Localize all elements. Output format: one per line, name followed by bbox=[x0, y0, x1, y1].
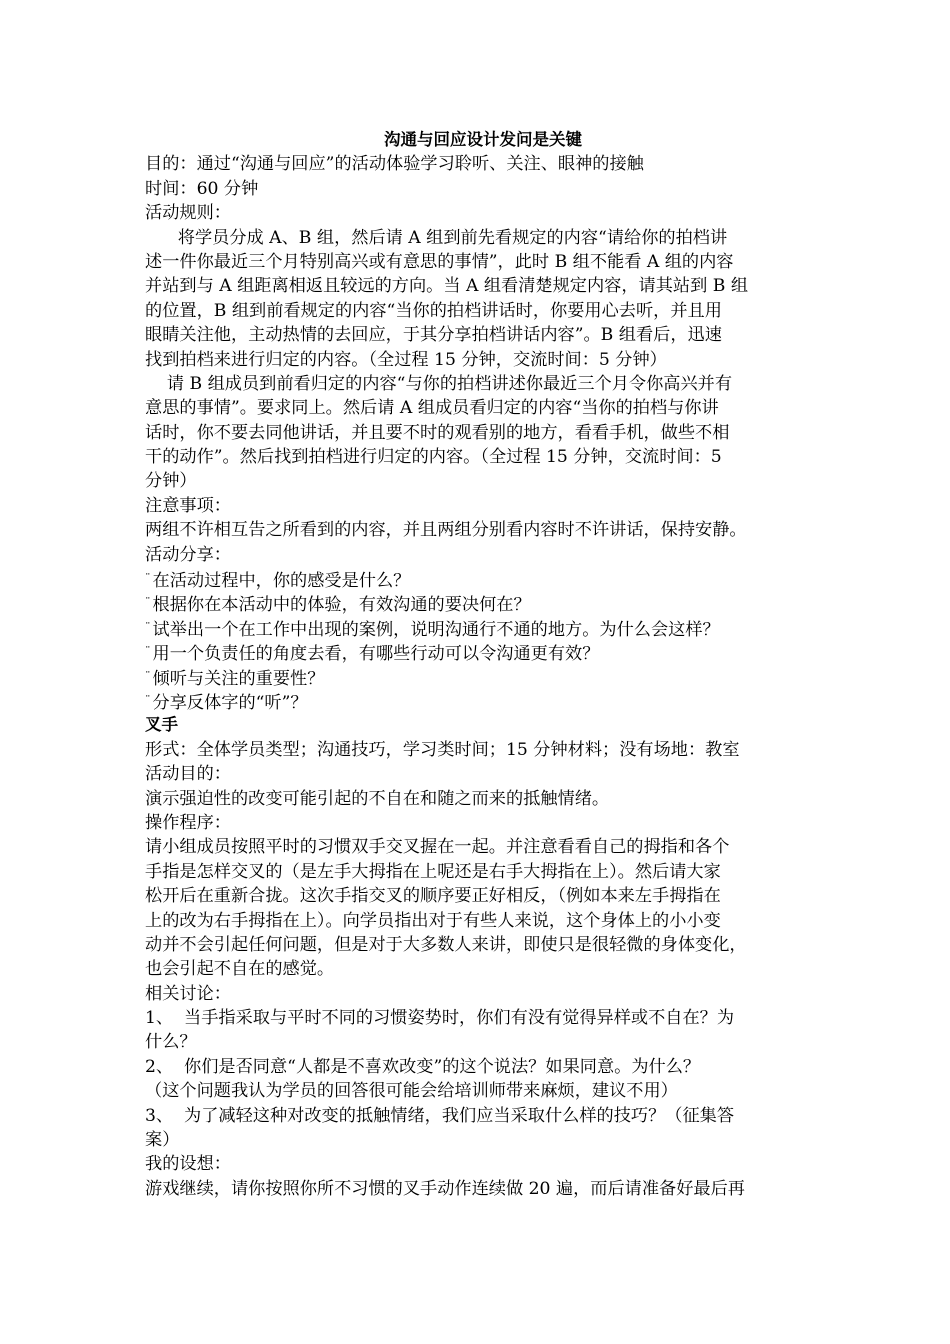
list-item bbox=[145, 640, 813, 664]
text-line: 眼睛关注他，主动热情的去回应，于其分享拍档讲话内容”。B 组看后，迅速 bbox=[145, 325, 722, 346]
list-item-text: 分享反体字的“听”？ bbox=[152, 692, 308, 713]
bullet-icon: ¨ bbox=[145, 693, 151, 707]
text-line: （这个问题我认为学员的回答很可能会给培训师带来麻烦，建议不用） bbox=[145, 1081, 678, 1102]
list-item bbox=[145, 689, 813, 713]
list-item-text: 试举出一个在工作中出现的案例，说明沟通行不通的地方。为什么会这样？ bbox=[152, 619, 720, 640]
text-line: 相关讨论： bbox=[145, 983, 231, 1004]
text-line: 活动规则： bbox=[145, 203, 231, 224]
text-line: 分钟） bbox=[145, 471, 197, 492]
list-item-text: 在活动过程中，你的感受是什么？ bbox=[152, 571, 411, 592]
list-item-text: 根据你在本活动中的体验，有效沟通的要决何在？ bbox=[152, 595, 531, 616]
bullet-icon: ¨ bbox=[145, 620, 151, 634]
text-line: 干的动作”。然后找到拍档进行归定的内容。（全过程 15 分钟，交流时间：5 bbox=[145, 447, 722, 468]
text-line: 两组不许相互告之所看到的内容，并且两组分别看内容时不许讲话，保持安静。 bbox=[145, 520, 747, 541]
list-item bbox=[145, 665, 813, 689]
text-line: 意思的事情”。要求同上。然后请 A 组成员看归定的内容“当你的拍档与你讲 bbox=[145, 398, 719, 419]
text-line: 我的设想： bbox=[145, 1154, 231, 1175]
text-line: 案） bbox=[145, 1130, 180, 1151]
list-item bbox=[145, 591, 813, 615]
text-line: 述一件你最近三个月特别高兴或有意思的事情”，此时 B 组不能看 A 组的内容 bbox=[145, 251, 734, 272]
list-item bbox=[145, 616, 813, 640]
text-line: 形式：全体学员类型；沟通技巧，学习类时间；15 分钟材料；没有场地：教室 bbox=[145, 739, 740, 760]
text-line: 将学员分成 A、B 组，然后请 A 组到前先看规定的内容“请给你的拍档讲 bbox=[145, 227, 728, 248]
bullet-list bbox=[145, 567, 813, 713]
text-line: 时间：60 分钟 bbox=[145, 178, 259, 199]
text-line: 活动分享： bbox=[145, 544, 231, 565]
list-item bbox=[145, 567, 813, 591]
text-line: 什么？ bbox=[145, 1032, 197, 1053]
text-line: 游戏继续，请你按照你所不习惯的叉手动作连续做 20 遍，而后请准备好最后再 bbox=[145, 1178, 745, 1199]
text-line: 请 B 组成员到前看归定的内容“与你的拍档讲述你最近三个月令你高兴并有 bbox=[145, 373, 733, 394]
intro-section bbox=[145, 152, 813, 567]
text-line: 目的：通过“沟通与回应”的活动体验学习聆听、关注、眼神的接触 bbox=[145, 154, 644, 175]
section-heading: 叉手 bbox=[145, 715, 178, 735]
text-line: 3、 为了减轻这种对改变的抵触情绪，我们应当采取什么样的技巧？（征集答 bbox=[145, 1105, 735, 1126]
text-line: 1、 当手指采取与平时不同的习惯姿势时，你们有没有觉得异样或不自在？为 bbox=[145, 1008, 735, 1029]
bullet-icon: ¨ bbox=[145, 645, 151, 659]
text-line: 请小组成员按照平时的习惯双手交叉握在一起。并注意看看自己的拇指和各个 bbox=[145, 837, 730, 858]
text-line: 动并不会引起任何问题，但是对于大多数人来讲，即使只是很轻微的身体变化， bbox=[145, 934, 747, 955]
game-section bbox=[145, 738, 813, 1201]
text-line: 操作程序： bbox=[145, 812, 231, 833]
list-item-text: 倾听与关注的重要性？ bbox=[152, 668, 325, 689]
text-line: 2、 你们是否同意“人都是不喜欢改变”的这个说法？如果同意。为什么？ bbox=[145, 1056, 701, 1077]
text-line: 并站到与 A 组距离相返且较远的方向。当 A 组看清楚规定内容，请其站到 B 组 bbox=[145, 276, 749, 297]
text-line: 的位置，B 组到前看规定的内容“当你的拍档讲话时，你要用心去听，并且用 bbox=[145, 300, 722, 321]
bullet-icon: ¨ bbox=[145, 572, 151, 586]
text-line: 上的改为右手拇指在上）。向学员指出对于有些人来说，这个身体上的小小变 bbox=[145, 910, 721, 931]
text-line: 演示强迫性的改变可能引起的不自在和随之而来的抵触情绪。 bbox=[145, 788, 610, 809]
text-line: 也会引起不自在的感觉。 bbox=[145, 959, 335, 980]
text-line: 手指是怎样交叉的（是左手大拇指在上呢还是右手大拇指在上）。然后请大家 bbox=[145, 861, 721, 882]
document-title: 沟通与回应设计发问是关键 bbox=[384, 130, 582, 149]
text-line: 找到拍档来进行归定的内容。（全过程 15 分钟，交流时间：5 分钟） bbox=[145, 349, 667, 370]
text-line: 松开后在重新合拢。这次手指交叉的顺序要正好相反，（例如本来左手拇指在 bbox=[145, 886, 721, 907]
bullet-icon: ¨ bbox=[145, 596, 151, 610]
document-page bbox=[145, 128, 813, 1201]
text-line: 话时，你不要去同他讲话，并且要不时的观看别的地方，看看手机，做些不相 bbox=[145, 422, 730, 443]
list-item-text: 用一个负责任的角度去看，有哪些行动可以令沟通更有效？ bbox=[152, 644, 600, 665]
bullet-icon: ¨ bbox=[145, 669, 151, 683]
text-line: 注意事项： bbox=[145, 495, 231, 516]
text-line: 活动目的： bbox=[145, 764, 231, 785]
